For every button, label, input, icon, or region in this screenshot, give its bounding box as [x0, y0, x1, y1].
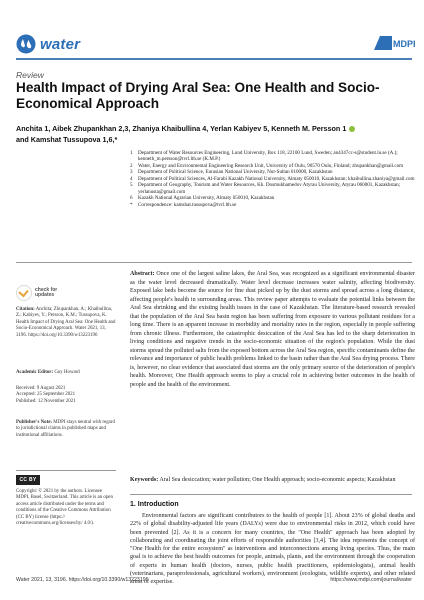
- received-date: Received: 9 August 2021: [16, 386, 66, 391]
- publisher-note-label: Publisher's Note:: [16, 420, 52, 425]
- article-title: Health Impact of Drying Aral Sea: One Health and Socio-Economical Approach: [16, 80, 380, 111]
- dates: [16, 386, 116, 405]
- editor-label: Academic Editor:: [16, 370, 54, 375]
- accepted-date: Accepted: 25 September 2021: [16, 392, 76, 398]
- cc-license-badge[interactable]: CC BY: [16, 475, 40, 485]
- affiliation-text: Water, Energy and Environmental Engineering Research Unit, University of Oulu, 90570 Oulu, Finland; zhupankhan@gmail.com: [138, 162, 404, 169]
- affiliation-number: 4: [130, 175, 133, 182]
- journal-logo: [16, 34, 80, 54]
- publisher-note: [16, 420, 116, 439]
- affiliation-text: Kazakh National Agrarian University, Almaty 050010, Kazakhstan: [138, 195, 275, 202]
- affiliation-text: Correspondence: kamshat.tussupova@tvrl.lth.se: [138, 201, 237, 208]
- affiliation-text: Department of Political Sciences, Al-Farabi Kazakh National University, Almaty 050010, Kazakhstan; khaibullina.zhaniya@gmail.com: [138, 175, 415, 182]
- abstract: [130, 270, 415, 389]
- affiliation-item: [130, 182, 415, 195]
- water-drops-icon: [16, 34, 36, 54]
- affiliation-number: 5: [130, 182, 133, 189]
- publisher-note-text: MDPI stays neutral with regard to jurisdictional claims in published maps and institutional affiliations.: [16, 420, 115, 438]
- affiliation-number: *: [130, 201, 133, 208]
- affiliation-number: 6: [130, 195, 133, 202]
- keywords-label: Keywords:: [130, 477, 159, 483]
- sidebar-divider: [16, 470, 116, 471]
- footer-citation[interactable]: Water 2021, 13, 3196. https://doi.org/10.3390/w13223196: [16, 577, 149, 583]
- affiliation-item: [130, 150, 415, 163]
- publisher-name: MDPI: [393, 39, 416, 49]
- abstract-label: Abstract:: [130, 271, 155, 277]
- authors-line-1: Anchita 1, Aibek Zhupankhan 2,3, Zhaniya Khaibullina 4, Yerlan Kabiyev 5, Kenneth M. Persson 1: [16, 124, 411, 135]
- keywords-divider: [130, 494, 412, 495]
- affiliation-text: Department of Geography, Tourism and Water Resources, Kh. Dosmukhamedov Atyrau University, Atyrau 060001, Kazakhstan; yerlanusta@gmail.com: [138, 182, 401, 195]
- citation-label: Citation:: [16, 307, 35, 312]
- article-type: Review: [16, 70, 44, 80]
- affiliation-number: 2: [130, 162, 133, 169]
- copyright: Copyright: © 2021 by the authors. Licensee MDPI, Basel, Switzerland. This article is an open access article distributed under the terms and conditions of the Creative Commons Attribution (CC BY) license (https:// creativecommons.org/licenses/by/ 4.0/).: [16, 489, 113, 527]
- journal-name: water: [40, 35, 81, 53]
- affiliation-text: Department of Water Resources Engineering, Lund University, Box 118, 22100 Lund, Sweden; an4347cc-s@student.lu.se (A.); kenneth_m.persson@tvrl.lth.se (K.M.P.): [138, 150, 398, 163]
- affiliation-item: [130, 202, 415, 208]
- authors-line-2: and Kamshat Tussupova 1,6,*: [16, 134, 118, 144]
- introduction-text: Environmental factors are significant contributors to the health of people [1]. About 23% of global deaths and 22% of global disability-adjusted life years (DALYs) were due to environmental risks in 2012, which could have been prevented [2]. As it is a concern for many countries, the "One Health" approach has been adopted by collaborating and coordinating the joint efforts of responsible authorities [3,4]. The idea represents the concept of "One Health for the entire ecosystem" as interventions and interconnections among living species. Thus, the main goal is to achieve the best health outcomes for people, animals, plants, and the environment through the cooperation of experts in human health (doctors, nurses, public health practitioners, epidemiologists), animal health (veterinarians, paraprofessionals, agricultural workers), environment (ecologists, wildlife experts), and other related areas of expertise.: [130, 513, 415, 586]
- check-updates-label: check for updates: [35, 286, 58, 298]
- footer-journal-link[interactable]: https://www.mdpi.com/journal/water: [330, 577, 412, 583]
- orcid-icon[interactable]: [349, 126, 355, 132]
- affiliation-divider: [16, 262, 412, 263]
- mdpi-logo: [372, 34, 416, 52]
- affiliation-text: Department of Political Science, Eurasian National University, Nur-Sultan 010000, Kazakhstan: [138, 169, 333, 176]
- section-heading: 1. Introduction: [130, 501, 179, 508]
- affiliations: [130, 150, 415, 208]
- author-list: [16, 124, 411, 145]
- academic-editor: [16, 370, 116, 376]
- affiliation-number: 1: [130, 150, 133, 156]
- abstract-text: Once one of the largest saline lakes, the Aral Sea, was recognized as a significant environmental disaster as the water level decreased dramatically. Water level decrease increases water salinity, affecting biodiversity. Exposed lake beds become the source for fine dust picked up by the dust storms and spread across a long distance, affecting people's health in surrounding areas. This review paper attempts to evaluate the potential links between the Aral Sea shrinking and the existing health issues in the case of Kazakhstan. The literature-based research revealed that the population of the Aral Sea basin region has been suffering from exposure to various pollutant residues for a long time. There is an apparent increase in morbidity and mortality rates in the region, especially in people suffering from chronic illness. Furthermore, the catastrophic desiccation of the Aral Sea has led to the sharp deterioration in living conditions and negative trends in the socio-economic situation of the region's population. While the dust storms spread the polluted salts from the exposed bottom across the Aral Sea region, specific contaminants define the relevance and importance of public health problems linked to the basin rather than the Aral Sea drying process. There is, however, no clear evidence that associated dust storms are the only primary source of the deterioration of people's health. Moreover, One Health approach seems to play a crucial role in achieving better outcomes in the health of people and the health of the environment.: [130, 271, 416, 388]
- keywords-text: Aral Sea desiccation; water pollution; One Health approach; socio-economic aspects; Kazakhstan: [159, 477, 396, 483]
- check-for-updates-button[interactable]: [16, 285, 65, 301]
- published-date: Published: 12 November 2021: [16, 398, 76, 404]
- keywords: [130, 476, 415, 485]
- citation: [16, 307, 116, 339]
- header-rule: [16, 58, 412, 60]
- citation-text[interactable]: Anchita; Zhupankhan, A.; Khaibullina, Z.; Kabiyev, Y.; Persson, K.M.; Tussupova, K. Health Impact of Drying Aral Sea: One Health and Socio-Economical Approach. Water 2021, 13, 3196. https://doi.org/10.3390/w13223196: [16, 307, 116, 338]
- editor-name: Guy Howard: [54, 370, 80, 375]
- affiliation-number: 3: [130, 169, 133, 176]
- check-updates-icon: [16, 285, 32, 301]
